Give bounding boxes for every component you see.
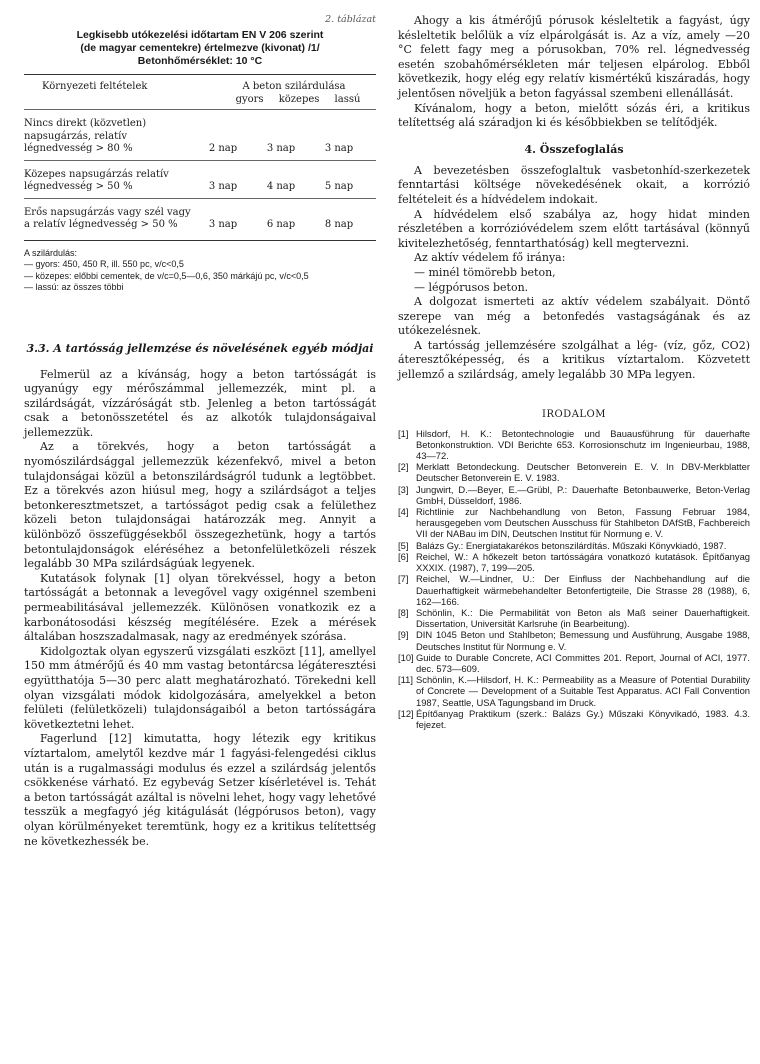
paragraph: Kutatások folynak [1] olyan törekvéssel, hogy a beton tartósságát a betonnak a levegővel vagy oxigénnel szembeni permeabilitásával jellemezzék. Különösen vonatkozik ez a karbonátosodási készség megítélésére. Ezek a mérések általában hoszszadalmasak, nagy az eredmények szórása. bbox=[24, 571, 376, 644]
col-header-env: Környezeti feltételek bbox=[42, 81, 148, 92]
reference-text: Schönlin, K.: Die Permabilität von Beton als Maß seiner Dauerhaftigkeit. Dissertation, Universität Karlsruhe (in Bearbeitung). bbox=[416, 606, 750, 630]
reference-number: [8] bbox=[398, 606, 409, 618]
table-title bbox=[24, 29, 376, 68]
row-value: 4 nap bbox=[266, 181, 296, 192]
table-label: 2. táblázat bbox=[325, 14, 376, 25]
list-item: — minél tömörebb beton, bbox=[414, 265, 556, 279]
section-heading: 3.3. A tartósság jellemzése és növelésének egyéb módjai bbox=[26, 341, 374, 355]
reference-item bbox=[398, 484, 750, 506]
table-header bbox=[24, 75, 376, 109]
paragraph: A bevezetésben összefoglaltuk vasbetonhíd-szerkezetek fenntartási költsége növekedésének okait, a korrózió feltételeit és a hídvédelem indokait. bbox=[398, 163, 750, 206]
reference-item bbox=[398, 607, 750, 629]
reference-item bbox=[398, 674, 750, 708]
col-sub-slow: lassú bbox=[334, 94, 361, 105]
paragraph: Felmerül az a kívánság, hogy a beton tartósságát is ugyanúgy egy mérőszámmal jellemezzék, mint pl. a szilárdságát, vízzáróságát stb. Jelenleg a beton tartósságát csak a betonösszetétel és az alkotók tulajdonságaival jellemezzük. bbox=[24, 367, 376, 439]
reference-text: Hilsdorf, H. K.: Betontechnologie und Bauausführung für dauerhafte Betonkonstruktion. VDI Berichte 653. Korrosionschutz im Ingenieurbau, 1988, 43—72. bbox=[416, 427, 750, 462]
paragraph: Kidolgoztak olyan egyszerű vizsgálati eszközt [11], amellyel 150 mm átmérőjű és 40 mm vastag betontárcsa légáteresztési együtthatója 5—30 perc alatt meghatározható. Törekedni kell olyan vizsgálati módok kidolgozására, amelyekkel a beton felületi (felületközeli) tulajdonságaiból a beton tartósságára következtetni lehet. bbox=[24, 644, 376, 731]
reference-item bbox=[398, 506, 750, 540]
table-title-line: Betonhőmérséklet: 10 °C bbox=[137, 55, 263, 67]
table-row bbox=[24, 160, 376, 198]
paragraph: A dolgozat ismerteti az aktív védelem szabályait. Döntő szerepe van még a betonfedés vastagságának és az utókezelésnek. bbox=[398, 295, 750, 338]
table-row bbox=[24, 109, 376, 160]
paragraph: A tartósság jellemzésére szolgálhat a lég- (víz, gőz, CO2) áteresztőképesség, és a kritikus víztartalom. Közvetett jellemző a szilárdság, amely legalább 30 MPa legyen. bbox=[398, 338, 750, 382]
col-header-group bbox=[212, 81, 376, 105]
table-title-line: (de magyar cementekre) értelmezve (kivonat) /1/ bbox=[80, 42, 320, 54]
row-value: 3 nap bbox=[266, 143, 296, 154]
reference-text: Merklatt Betondeckung. Deutscher Betonverein E. V. In DBV-Merkblatter Deutscher Betonverein E. V. 1983. bbox=[416, 461, 750, 484]
row-condition: Erős napsugárzás vagy szél vagy a relatív légnedvesség > 50 % bbox=[24, 206, 191, 230]
paragraph: Fagerlund [12] kimutatta, hogy létezik egy kritikus víztartalom, amelytől kezdve már 1 fagyási-felengedési ciklus után is a rugalmassági modulus és ezzel a szilárdság jelentős csökkenése várható. Ez egybevág Setzer kísérletével is. Tehát a beton tartósságát azáltal is növelni lehet, hogy vagy lehetővé tesszük a megfagyó jég kitágulását (légpórusos beton), vagy olyan körülményeket teremtünk, hogy ez a kritikus telítettség ne következhessék be. bbox=[24, 732, 376, 848]
paragraph: Az aktív védelem fő iránya: bbox=[414, 251, 566, 265]
row-value: 3 nap bbox=[208, 181, 238, 192]
reference-item bbox=[398, 573, 750, 607]
references-heading: IRODALOM bbox=[542, 408, 606, 420]
reference-text: DIN 1045 Beton und Stahlbeton; Bemessung und Ausführung, Ausgabe 1988, Deutsches Institut für Normung e. V. bbox=[416, 629, 750, 652]
row-condition: Nincs direkt (közvetlen) napsugárzás, relatív légnedvesség > 80 % bbox=[24, 118, 147, 154]
table-note: — gyors: 450, 450 R, ill. 550 pc, v/c<0,5 bbox=[24, 259, 184, 269]
right-column bbox=[398, 14, 750, 730]
col-group-title: A beton szilárdulása bbox=[242, 81, 346, 92]
reference-text: Reichel, W.—Lindner, U.: Der Einfluss der Nachbehandlung auf die Dauerhaftigkeit wärmebehandelter Betonfertigteile, Die Strasse 28 (1988), 6, 162—166. bbox=[416, 573, 750, 607]
reference-item bbox=[398, 652, 750, 674]
reference-item bbox=[398, 708, 750, 730]
paragraph: Kívánalom, hogy a beton, mielőtt sózás éri, a kritikus telítettség alá száradjon ki és későbbiekben se telítődjék. bbox=[398, 101, 750, 130]
reference-number: [5] bbox=[398, 539, 409, 551]
reference-number: [1] bbox=[398, 427, 409, 439]
paragraph: Az a törekvés, hogy a beton tartósságát a nyomószilárdsággal jellemezzük kézenfekvő, mivel a beton tulajdonságai közül a betonszilárdságról tudunk a legtöbbet. Ez a törekvés azon hiúsul meg, hogy a szilárdságot a teljes betonkeresztmetszet, a tartósságot pedig csak a felülethez közeli beton tulajdonságai határozzák meg. Annyit a különböző összefüggésekből összegezhetünk, hogy a tartós betontulajdonságok eléréséhez a betonfelületközeli részek legalább 30 MPa szilárdságúak legyenek. bbox=[24, 440, 376, 571]
section-heading: 4. Összefoglalás bbox=[524, 142, 624, 156]
reference-item bbox=[398, 461, 750, 483]
table-notes bbox=[24, 240, 376, 294]
reference-number: [7] bbox=[398, 573, 409, 585]
table-note: — közepes: előbbi cementek, de v/c=0,5—0,6, 350 márkájú pc, v/c<0,5 bbox=[24, 270, 309, 281]
row-value: 8 nap bbox=[324, 219, 354, 230]
reference-text: Richtlinie zur Nachbehandlung von Beton, Fassung Februar 1984, herausgegeben vom Deutschen Ausschuss für Stahlbeton DAfStB, Fachbereich VII der NABau im DIN, Deutschen Institut für Normung e. V. bbox=[416, 506, 750, 540]
reference-text: Építőanyag Praktikum (szerk.: Balázs Gy.) Műszaki Könyvikadó, 1983. 4.3. fejezet. bbox=[416, 707, 750, 730]
left-column bbox=[24, 14, 376, 849]
table-note: — lassú: az összes többi bbox=[24, 282, 124, 292]
col-sub-fast: gyors bbox=[235, 94, 264, 105]
references-list bbox=[398, 428, 750, 730]
row-value: 3 nap bbox=[324, 143, 354, 154]
list-item: — légpórusos beton. bbox=[414, 280, 529, 294]
reference-text: Guide to Durable Concrete, ACI Committes 201. Report, Journal of ACI, 1977. dec. 573—609. bbox=[416, 651, 750, 674]
reference-number: [4] bbox=[398, 506, 409, 518]
row-value: 6 nap bbox=[266, 219, 296, 230]
reference-text: Schönlin, K.—Hilsdorf, H. K.: Permeability as a Measure of Potential Durability of Concrete — Development of a Suitable Test Apparatus. ACI Fall Convention 1987, Seattle, USA Tagungsband im Druck. bbox=[416, 674, 750, 708]
paragraph: A hídvédelem első szabálya az, hogy hidat minden részletében a korrózióvédelem szem előtt tartásával (könnyű kivitelezhetőség, fenntarthatóság) kell megtervezni. bbox=[398, 207, 750, 250]
reference-number: [6] bbox=[398, 550, 409, 562]
reference-number: [10] bbox=[398, 651, 414, 663]
reference-text: Reichel, W.: A hőkezelt beton tartósságára vonatkozó kutatások. Építőanyag XXXIX. (1987), 7, 199—205. bbox=[416, 550, 750, 574]
row-condition: Közepes napsugárzás relatív légnedvesség > 50 % bbox=[24, 168, 169, 192]
reference-text: Jungwirt, D.—Beyer, E.—Grübl, P.: Dauerhafte Betonbauwerke, Beton-Verlag GmbH, Düsseldorf, 1986. bbox=[416, 483, 750, 506]
reference-number: [12] bbox=[398, 707, 414, 719]
col-sub-medium: közepes bbox=[278, 94, 320, 105]
table-note: A szilárdulás: bbox=[24, 247, 78, 258]
row-value: 3 nap bbox=[208, 219, 238, 230]
paragraph: Ahogy a kis átmérőjű pórusok késleltetik a fagyást, úgy késleltetik belőlük a víz elpárolgását is. Az a víz, amely —20 °C felett fagy meg a pórusokban, 70% rel. légnedvesség esetén szobahőmérsékleten már teljesen elpárolog. Ebből következik, hogy elég egy relatív kismértékű kiszáradás, hogy jelentősen növeljük a beton fagyással szembeni ellenállását. bbox=[398, 14, 750, 100]
reference-number: [11] bbox=[398, 674, 413, 686]
reference-item bbox=[398, 540, 750, 551]
reference-item bbox=[398, 551, 750, 573]
table-row bbox=[24, 198, 376, 236]
reference-number: [3] bbox=[398, 483, 409, 495]
reference-number: [2] bbox=[398, 461, 409, 473]
row-value: 5 nap bbox=[324, 181, 354, 192]
reference-number: [9] bbox=[398, 629, 409, 641]
reference-text: Balázs Gy.: Energiatakarékos betonszilárdítás. Műszaki Könyvkiadó, 1987. bbox=[416, 539, 727, 551]
reference-item bbox=[398, 629, 750, 651]
reference-item bbox=[398, 428, 750, 462]
table-title-line: Legkisebb utókezelési időtartam EN V 206 szerint bbox=[76, 29, 324, 41]
row-value: 2 nap bbox=[208, 143, 238, 154]
